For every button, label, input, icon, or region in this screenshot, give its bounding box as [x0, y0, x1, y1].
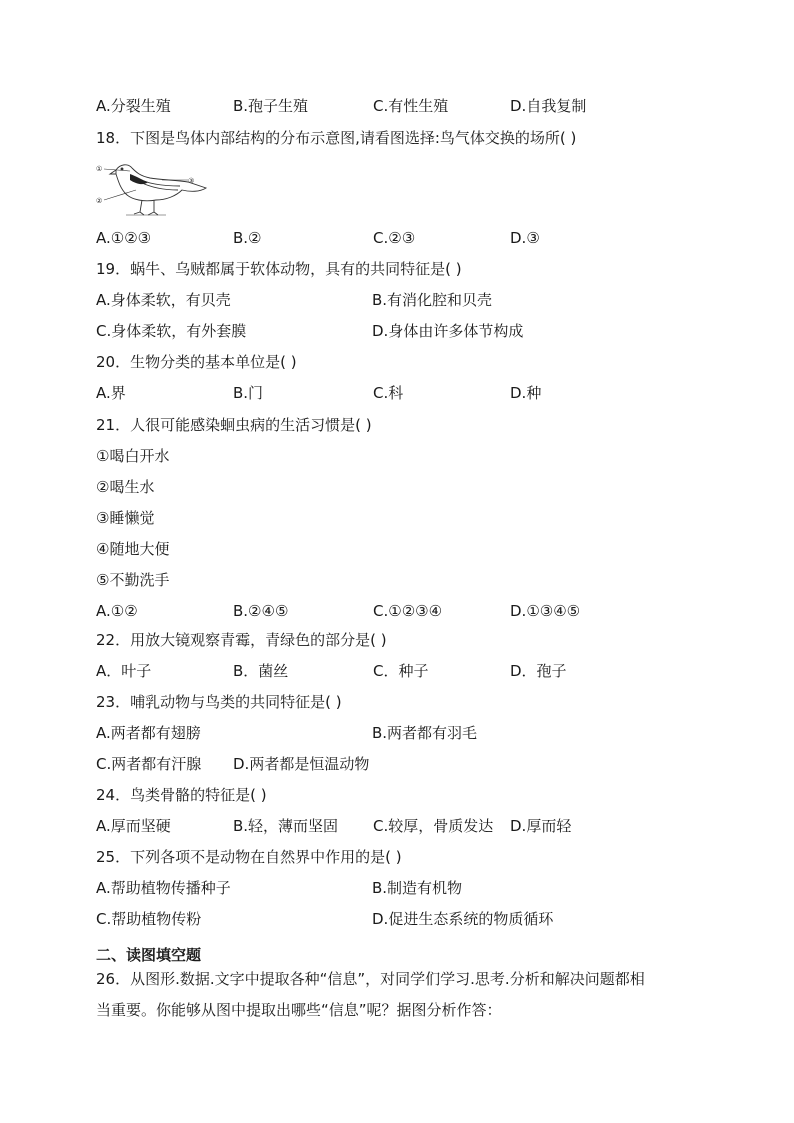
q22-option-c: C．种子	[373, 662, 429, 680]
q19-stem: 19．蜗牛、乌贼都属于软体动物，具有的共同特征是( )	[96, 260, 462, 278]
q19-option-c: C.身体柔软，有外套膜	[96, 322, 247, 340]
q20-option-d: D.种	[510, 384, 542, 402]
q25-option-a: A.帮助植物传播种子	[96, 879, 231, 897]
q21-item-5: ⑤不勤洗手	[96, 571, 170, 589]
q25-stem: 25．下列各项不是动物在自然界中作用的是( )	[96, 848, 402, 866]
q18-stem: 18．下图是鸟体内部结构的分布示意图,请看图选择:鸟气体交换的场所( )	[96, 129, 577, 147]
q20-stem: 20．生物分类的基本单位是( )	[96, 353, 297, 371]
figure-label-2: ②	[96, 197, 103, 205]
q17-option-a: A.分裂生殖	[96, 97, 171, 115]
q23-stem: 23．哺乳动物与鸟类的共同特征是( )	[96, 693, 342, 711]
q17-option-b: B.孢子生殖	[233, 97, 309, 115]
q19-option-a: A.身体柔软，有贝壳	[96, 291, 231, 309]
q25-option-c: C.帮助植物传粉	[96, 910, 202, 928]
q18-option-b: B.②	[233, 229, 262, 247]
q17-option-c: C.有性生殖	[373, 97, 449, 115]
q18-option-a: A.①②③	[96, 229, 152, 247]
figure-label-1: ①	[96, 165, 103, 173]
q17-option-d: D.自我复制	[510, 97, 587, 115]
q22-option-b: B．菌丝	[233, 662, 289, 680]
bird-structure-figure	[96, 160, 210, 218]
q24-option-a: A.厚而坚硬	[96, 817, 171, 835]
q24-option-c: C.较厚，骨质发达	[373, 817, 494, 835]
q21-item-3: ③睡懒觉	[96, 509, 155, 527]
figure-label-3: ③	[188, 177, 195, 185]
q21-option-d: D.①③④⑤	[510, 602, 581, 620]
q20-option-b: B.门	[233, 384, 264, 402]
q20-option-c: C.科	[373, 384, 404, 402]
q23-option-c: C.两者都有汗腺	[96, 755, 202, 773]
q24-option-d: D.厚而轻	[510, 817, 572, 835]
q22-option-d: D．孢子	[510, 662, 567, 680]
q24-stem: 24．鸟类骨骼的特征是( )	[96, 786, 267, 804]
section-heading: 二、读图填空题	[96, 946, 202, 964]
q23-option-a: A.两者都有翅膀	[96, 724, 201, 742]
q21-stem: 21．人很可能感染蛔虫病的生活习惯是( )	[96, 416, 372, 434]
q22-stem: 22．用放大镜观察青霉，青绿色的部分是( )	[96, 631, 387, 649]
q26-line-1: 26．从图形.数据.文字中提取各种“信息”，对同学们学习.思考.分析和解决问题都相	[96, 970, 645, 988]
q21-item-1: ①喝白开水	[96, 447, 170, 465]
q19-option-b: B.有消化腔和贝壳	[372, 291, 493, 309]
q21-option-a: A.①②	[96, 602, 138, 620]
q21-option-c: C.①②③④	[373, 602, 443, 620]
q20-option-a: A.界	[96, 384, 126, 402]
q25-option-b: B.制造有机物	[372, 879, 463, 897]
q23-option-d: D.两者都是恒温动物	[233, 755, 370, 773]
q18-option-d: D.③	[510, 229, 540, 247]
q19-option-d: D.身体由许多体节构成	[372, 322, 524, 340]
q21-item-2: ②喝生水	[96, 478, 155, 496]
q25-option-d: D.促进生态系统的物质循环	[372, 910, 554, 928]
q21-option-b: B.②④⑤	[233, 602, 289, 620]
q22-option-a: A．叶子	[96, 662, 152, 680]
q26-line-2: 当重要。你能够从图中提取出哪些“信息”呢？据图分析作答：	[96, 1001, 502, 1019]
q24-option-b: B.轻，薄而坚固	[233, 817, 339, 835]
q21-item-4: ④随地大便	[96, 540, 170, 558]
q23-option-b: B.两者都有羽毛	[372, 724, 478, 742]
q18-option-c: C.②③	[373, 229, 416, 247]
